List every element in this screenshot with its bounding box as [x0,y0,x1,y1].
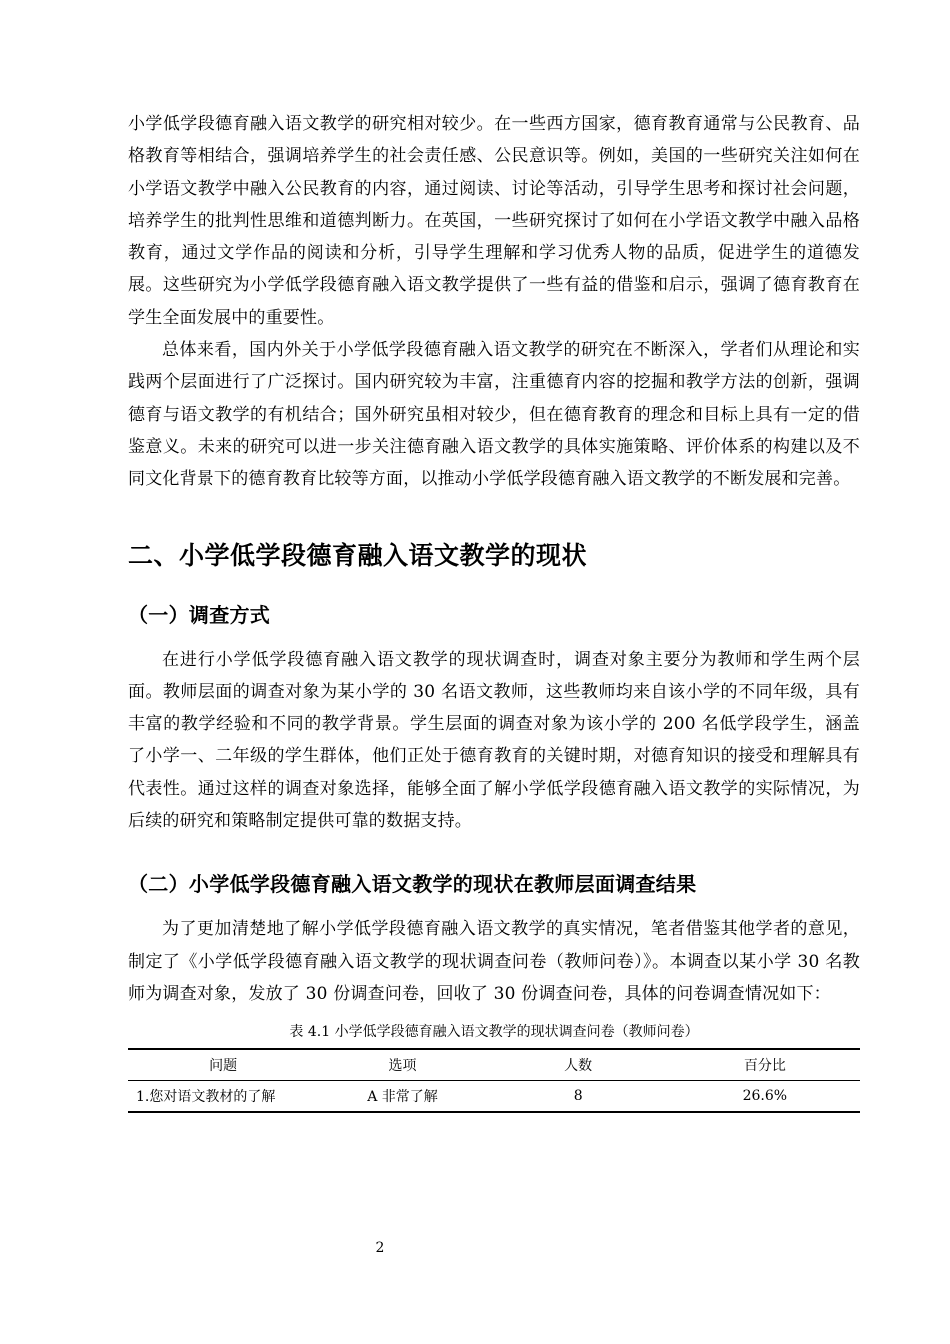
table-caption: 表 4.1 小学低学段德育融入语文教学的现状调查问卷（教师问卷） [289,1024,699,1041]
survey-table [128,1048,860,1113]
subsection-heading-teacher-results: （二）小学低学段德育融入语文教学的现状在教师层面调查结果 [128,872,697,897]
paragraph-teacher-results: 为了更加清楚地了解小学低学段德育融入语文教学的真实情况，笔者借鉴其他学者的意见，制定了《小学低学段德育融入语文教学的现状调查问卷（教师问卷）》。本调查以某小学 30 名教师为调查对象，发放了 30 份调查问卷，回收了 30 份调查问卷，具体的问卷调查情况如下： [128,919,860,1004]
table-row [128,1081,860,1113]
table-cell-option: A 非常了解 [318,1081,486,1113]
table-cell-question: 1.您对语文教材的了解 [128,1081,318,1113]
paragraph-survey-method: 在进行小学低学段德育融入语文教学的现状调查时，调查对象主要分为教师和学生两个层面。教师层面的调查对象为某小学的 30 名语文教师，这些教师均来自该小学的不同年级，具有丰富的教学经验和不同的教学背景。学生层面的调查对象为该小学的 200 名低学段学生，涵盖了小学一、二年级的学生群体，他们正处于德育教育的关键时期，对德育知识的接受和理解具有代表性。通过这样的调查对象选择，能够全面了解小学低学段德育融入语文教学的实际情况，为后续的研究和策略制定提供可靠的数据支持。 [128,649,860,832]
page-content [128,108,860,1113]
page-number: 2 [375,1240,385,1256]
column-header-percent: 百分比 [670,1049,860,1081]
column-header-question: 问题 [128,1049,318,1081]
section-heading: 二、小学低学段德育融入语文教学的现状 [128,540,588,570]
table-cell-percent: 26.6% [670,1081,860,1113]
subsection-heading-survey-method: （一）调查方式 [128,602,271,627]
table-cell-count: 8 [487,1081,670,1113]
paragraph-summary: 总体来看，国内外关于小学低学段德育融入语文教学的研究在不断深入，学者们从理论和实践两个层面进行了广泛探讨。国内研究较为丰富，注重德育内容的挖掘和教学方法的创新，强调德育与语文教学的有机结合；国外研究虽相对较少，但在德育教育的理念和目标上具有一定的借鉴意义。未来的研究可以进一步关注德育融入语文教学的具体实施策略、评价体系的构建以及不同文化背景下的德育教育比较等方面，以推动小学低学段德育融入语文教学的不断发展和完善。 [128,340,860,490]
column-header-count: 人数 [487,1049,670,1081]
paragraph-foreign-research: 小学低学段德育融入语文教学的研究相对较少。在一些西方国家，德育教育通常与公民教育、品格教育等相结合，强调培养学生的社会责任感、公民意识等。例如，美国的一些研究关注如何在小学语文教学中融入公民教育的内容，通过阅读、讨论等活动，引导学生思考和探讨社会问题，培养学生的批判性思维和道德判断力。在英国，一些研究探讨了如何在小学语文教学中融入品格教育，通过文学作品的阅读和分析，引导学生理解和学习优秀人物的品质，促进学生的道德发展。这些研究为小学低学段德育融入语文教学提供了一些有益的借鉴和启示，强调了德育教育在学生全面发展中的重要性。 [128,114,860,328]
table-header-row [128,1049,860,1081]
column-header-option: 选项 [318,1049,486,1081]
